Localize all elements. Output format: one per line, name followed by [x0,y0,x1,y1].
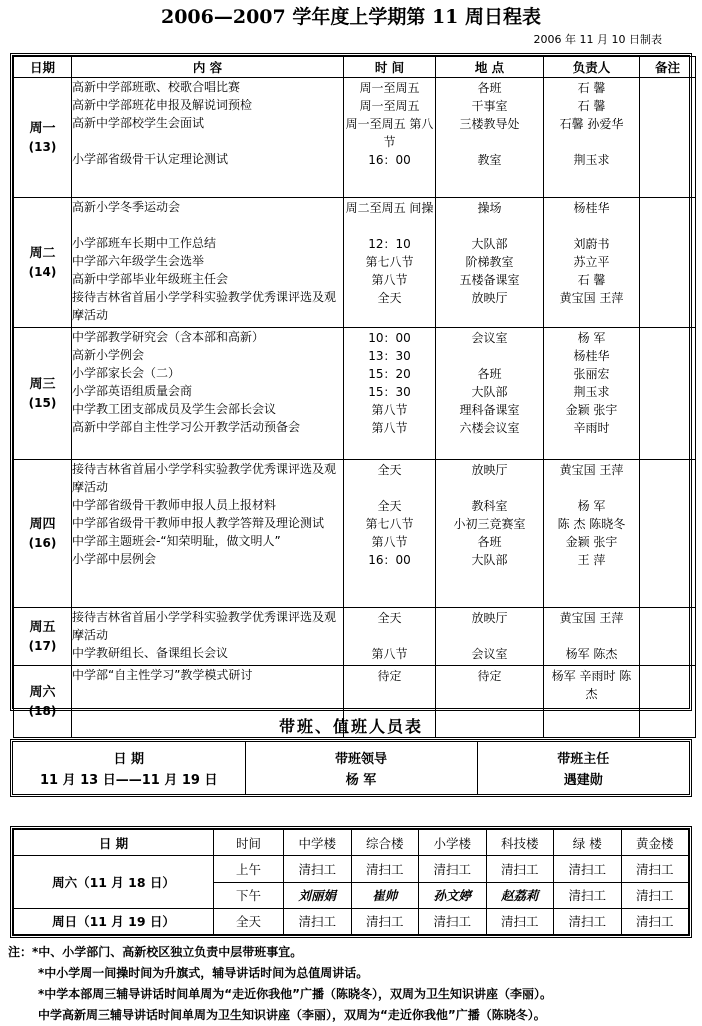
building-header: 小学楼 [419,830,487,856]
schedule-person: 杨 军 [577,331,606,345]
clean-cell: 清扫工 [284,908,352,934]
day-row [14,78,696,198]
notes [8,942,698,1026]
content-cell [72,198,344,328]
schedule-item: 中学部省级骨干教师申报人员上报材料 [72,498,277,512]
duty-leader-value: 杨 军 [245,768,477,794]
schedule-person: 杨 军 [577,499,606,513]
note-cell [640,328,696,460]
note-cell [640,460,696,608]
schedule-time: 周二至周五 间操 [345,201,434,215]
schedule-item: 小学部省级骨干认定理论测试 [72,152,229,166]
schedule-person: 石馨 孙爱华 [559,117,624,131]
schedule-item: 中学部六年级学生会选举 [72,254,205,268]
day-number: (14) [28,264,57,279]
duty-leader-label: 带班领导 [245,742,477,768]
schedule-item: 高新中学部校学生会面试 [72,116,205,130]
schedule-place: 各班 [477,535,502,549]
schedule-time: 16：00 [368,153,411,167]
schedule-person: 杨军 辛雨时 陈 杰 [551,669,632,701]
building-header: 黄金楼 [621,830,689,856]
time-cell [344,328,436,460]
day-row [14,608,696,666]
clean-cell: 赵荔莉 [486,882,554,908]
schedule-item: 中学部主题班会-“知荣明耻，做文明人” [72,534,281,548]
clean-cell: 孙文婷 [419,882,487,908]
schedule-time: 待定 [377,669,402,683]
schedule-table [10,53,692,718]
schedule-person: 金颖 张宇 [565,535,618,549]
schedule-item: 接待吉林省首届小学学科实验教学优秀课评选及观摩活动 [72,290,337,322]
time-cell [344,608,436,666]
schedule-item: 接待吉林省首届小学学科实验教学优秀课评选及观摩活动 [72,610,337,642]
day-row [14,328,696,460]
schedule-item: 中学教研组长、备课组长会议 [72,646,229,660]
clean-date-label: 日 期 [14,830,214,856]
content-cell [72,460,344,608]
schedule-person: 张丽宏 [573,367,610,381]
clean-cell: 清扫工 [621,856,689,882]
schedule-place: 阶梯教室 [465,255,514,269]
schedule-item: 中学部教学研究会（含本部和高新） [72,330,265,344]
schedule-time: 13：30 [368,349,411,363]
schedule-place: 干事室 [471,99,508,113]
schedule-time: 全天 [377,611,402,625]
page-title: 2006—2007 学年度上学期第 11 周日程表 [160,6,542,28]
day-label [14,78,72,198]
note-line: 注：*中、小学部门、高新校区独立负责中层带班事宜。 [8,945,303,959]
schedule-place: 会议室 [471,647,508,661]
schedule-person: 石 馨 [577,81,606,95]
clean-cell: 清扫工 [486,908,554,934]
note-cell [640,78,696,198]
day-name: 周五 [29,619,56,635]
schedule-person: 杨军 陈杰 [565,647,618,661]
day-label [14,198,72,328]
person-cell [544,198,640,328]
day-number: (16) [28,535,57,550]
schedule-time: 全天 [377,499,402,513]
schedule-person: 金颖 张宇 [565,403,618,417]
header-note: 备注 [640,57,696,78]
day-label [14,328,72,460]
schedule-time: 15：30 [368,385,411,399]
sunday-label: 周日（11 月 19 日） [14,908,214,934]
content-cell [72,608,344,666]
person-cell [544,460,640,608]
building-header: 科技楼 [486,830,554,856]
morning-label: 上午 [214,856,284,882]
clean-cell: 清扫工 [554,882,622,908]
clean-cell: 刘丽娟 [284,882,352,908]
duty-title: 带班、值班人员表 [278,717,423,736]
clean-cell: 清扫工 [554,908,622,934]
schedule-time: 第八节 [371,273,408,287]
schedule-place: 放映厅 [471,291,508,305]
duty-table [10,739,692,797]
schedule-item: 接待吉林省首届小学学科实验教学优秀课评选及观摩活动 [72,462,337,494]
day-number: (17) [28,638,57,653]
schedule-item: 高新中学部班歌、校歌合唱比赛 [72,80,241,94]
schedule-person: 杨桂华 [573,349,610,363]
place-cell [436,198,544,328]
place-cell [436,78,544,198]
clean-cell: 清扫工 [419,856,487,882]
schedule-item: 小学部英语组质量会商 [72,384,193,398]
place-cell [436,608,544,666]
header-person: 负责人 [544,57,640,78]
schedule-item: 高新小学例会 [72,348,145,362]
schedule-place: 五楼备课室 [459,273,520,287]
schedule-person: 辛雨时 [573,421,610,435]
saturday-label: 周六（11 月 18 日） [14,856,214,909]
schedule-time: 16：00 [368,553,411,567]
schedule-place: 教室 [477,153,502,167]
note-cell [640,198,696,328]
schedule-item: 高新小学冬季运动会 [72,200,181,214]
note-line: *中学本部周三辅导讲话时间单周为“走近你我他”广播（陈晓冬），双周为卫生知识讲座（李丽）。 [38,987,553,1001]
schedule-place: 待定 [477,669,502,683]
day-name: 周三 [29,376,56,392]
place-cell [436,460,544,608]
schedule-item: 高新中学部自主性学习公开教学活动预备会 [72,420,301,434]
schedule-place: 大队部 [471,237,508,251]
schedule-item: 中学部省级骨干教师申报人教学答辩及理论测试 [72,516,325,530]
schedule-person: 石 馨 [577,273,606,287]
time-cell [344,198,436,328]
day-name: 周四 [29,516,56,532]
schedule-item: 中学教工团支部成员及学生会部长会议 [72,402,277,416]
schedule-time: 第八节 [371,403,408,417]
building-header: 中学楼 [284,830,352,856]
duty-director-label: 带班主任 [557,752,610,767]
schedule-time: 第八节 [371,421,408,435]
schedule-person: 苏立平 [573,255,610,269]
schedule-person: 荆玉求 [573,153,610,167]
person-cell [544,78,640,198]
clean-cell: 清扫工 [284,856,352,882]
day-number: (13) [28,139,57,154]
header-time: 时 间 [344,57,436,78]
schedule-person: 杨桂华 [573,201,610,215]
clean-cell: 清扫工 [351,908,419,934]
content-cell [72,78,344,198]
schedule-place: 放映厅 [471,611,508,625]
schedule-item: 高新中学部毕业年级班主任会 [72,272,229,286]
schedule-time: 全天 [377,463,402,477]
schedule-time: 周一至周五 第八节 [345,117,434,149]
schedule-place: 理科备课室 [459,403,520,417]
time-cell [344,78,436,198]
clean-cell: 清扫工 [621,908,689,934]
person-cell [544,328,640,460]
schedule-person: 荆玉求 [573,385,610,399]
schedule-person: 刘蔚书 [573,237,610,251]
allday-label: 全天 [214,908,284,934]
schedule-item: 高新中学部班花申报及解说词预检 [72,98,253,112]
duty-date-label: 日 期 [13,742,245,768]
schedule-time: 第八节 [371,647,408,661]
day-label [14,460,72,608]
schedule-person: 黄宝国 王萍 [559,291,624,305]
day-name: 周六 [29,684,56,700]
building-header: 绿 楼 [554,830,622,856]
schedule-item: 中学部“自主性学习”教学模式研讨 [72,668,253,682]
schedule-place: 大队部 [471,385,508,399]
duty-director-value: 遇建勋 [563,773,603,788]
schedule-time: 周一至周五 [359,99,420,113]
schedule-item: 小学部家长会（二） [72,366,181,380]
schedule-place: 放映厅 [471,463,508,477]
schedule-place: 操场 [477,201,502,215]
header-content: 内 容 [72,57,344,78]
duty-date-value: 11 月 13 日——11 月 19 日 [13,768,245,794]
note-cell [640,608,696,666]
schedule-person: 黄宝国 王萍 [559,611,624,625]
schedule-person: 石 馨 [577,99,606,113]
day-label [14,608,72,666]
schedule-place: 各班 [477,81,502,95]
clean-cell: 清扫工 [621,882,689,908]
clean-cell: 清扫工 [486,856,554,882]
day-number: (18) [28,703,57,718]
schedule-person: 陈 杰 陈晓冬 [557,517,626,531]
day-name: 周二 [29,245,56,261]
clean-cell: 清扫工 [554,856,622,882]
person-cell [544,608,640,666]
schedule-time: 全天 [377,291,402,305]
schedule-time: 周一至周五 [359,81,420,95]
schedule-place: 教科室 [471,499,508,513]
place-cell [436,328,544,460]
note-line: *中小学周一间操时间为升旗式，辅导讲话时间为总值周讲话。 [38,966,369,980]
day-name: 周一 [29,120,56,136]
schedule-time: 第七八节 [365,255,414,269]
building-header: 综合楼 [351,830,419,856]
made-on-date: 2006 年 11 月 10 日制表 [533,33,662,46]
content-cell [72,328,344,460]
day-number: (15) [28,395,57,410]
schedule-time: 10：00 [368,331,411,345]
schedule-person: 黄宝国 王萍 [559,463,624,477]
cleaning-table [10,826,692,938]
day-row [14,460,696,608]
schedule-place: 六楼会议室 [459,421,520,435]
schedule-place [436,347,543,365]
schedule-place: 三楼教导处 [459,117,520,131]
header-place: 地 点 [436,57,544,78]
schedule-place: 大队部 [471,553,508,567]
schedule-time: 12：10 [368,237,411,251]
header-date: 日期 [14,57,72,78]
afternoon-label: 下午 [214,882,284,908]
schedule-time: 第七八节 [365,517,414,531]
note-line: 中学高新周三辅导讲话时间单周为卫生知识讲座（李丽），双周为“走近你我他”广播（陈晓冬）。 [38,1008,546,1022]
schedule-person: 王 萍 [577,553,606,567]
time-cell [344,460,436,608]
clean-cell: 崔帅 [351,882,419,908]
schedule-time: 第八节 [371,535,408,549]
schedule-place: 会议室 [471,331,508,345]
clean-time-label: 时间 [214,830,284,856]
schedule-place: 小初三竞赛室 [453,517,526,531]
schedule-place: 各班 [477,367,502,381]
day-row [14,198,696,328]
clean-cell: 清扫工 [351,856,419,882]
schedule-time: 15：20 [368,367,411,381]
clean-cell: 清扫工 [419,908,487,934]
schedule-item: 小学部中层例会 [72,552,157,566]
schedule-item: 小学部班车长期中工作总结 [72,236,217,250]
